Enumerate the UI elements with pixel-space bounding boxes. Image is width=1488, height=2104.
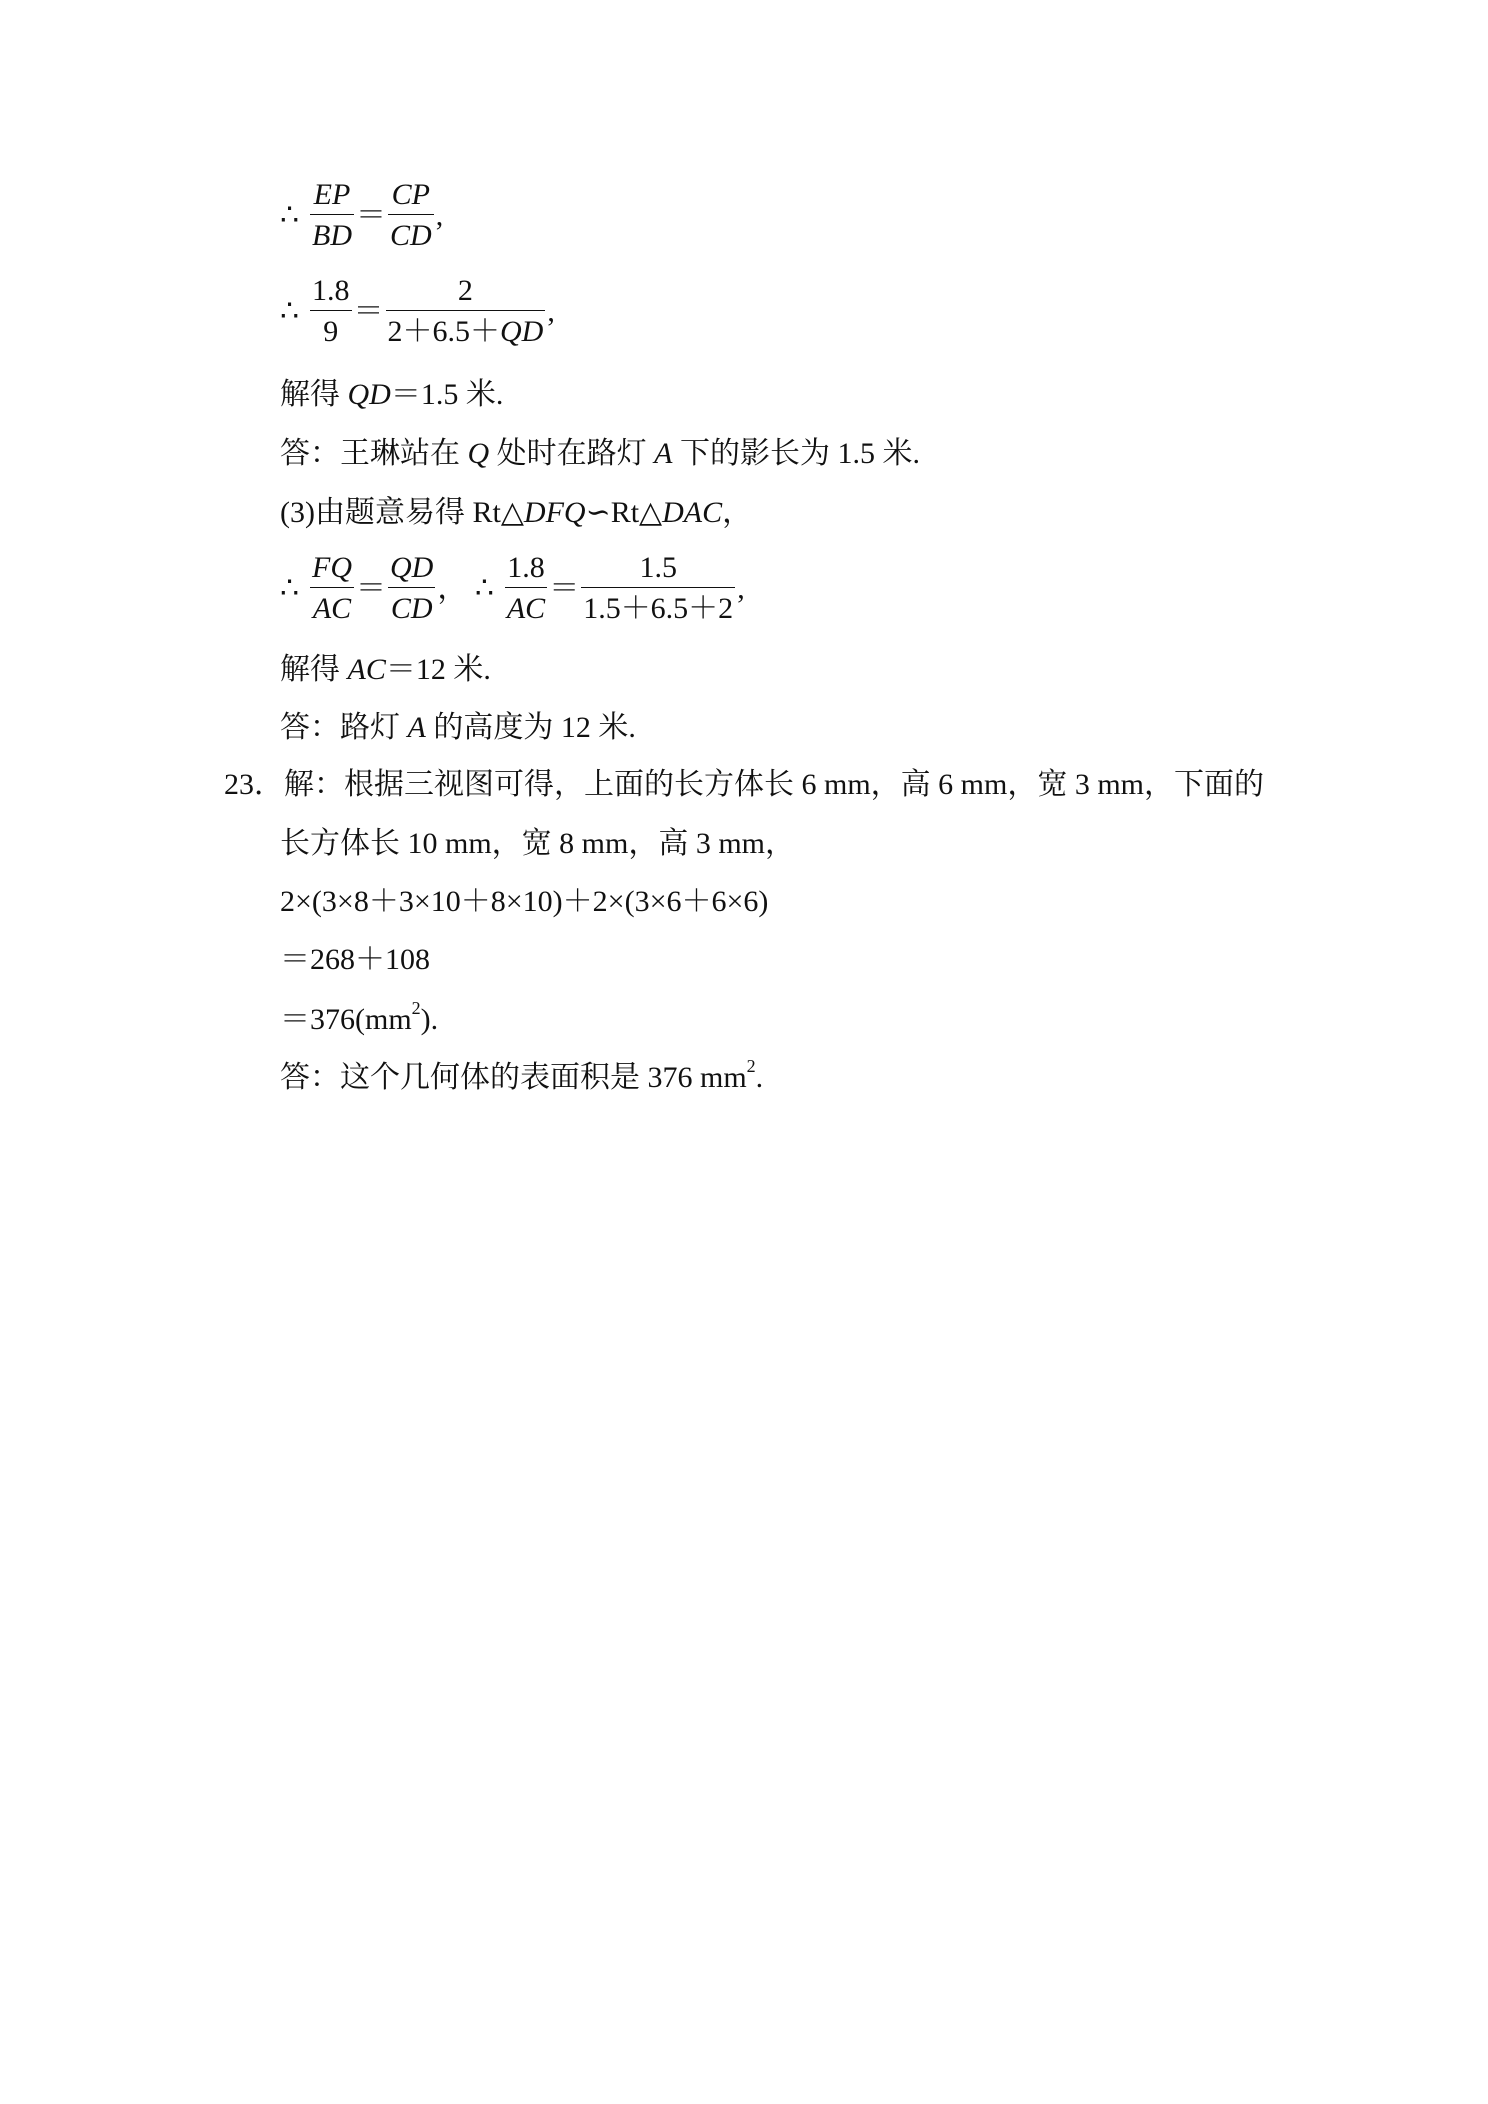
question-23-answer: 答：这个几何体的表面积是 376 $mm^2$. <box>280 1056 764 1094</box>
fraction: $\frac{CP}{CD}$ <box>390 178 432 252</box>
fraction: $\frac{FQ}{AC}$ <box>312 551 352 625</box>
fraction: $\frac{1.8}{9}$ <box>312 274 350 348</box>
therefore-symbol: ∴ <box>280 571 300 605</box>
solution-ac: 解得 AC＝12 米. <box>280 653 491 686</box>
question-23-line-5: $=376(mm^2)$. <box>280 998 439 1036</box>
equation-ratio-ep-bd: ∴ $\frac{EP}{BD}$ ＝ $\frac{CP}{CD}$ , <box>280 178 444 252</box>
fraction: $\frac{EP}{BD}$ <box>312 178 352 252</box>
answer-lamp-height: 答：路灯 A 的高度为 12 米. <box>280 711 636 744</box>
therefore-symbol: ∴ <box>474 571 494 605</box>
solution-qd: 解得 QD＝1.5 米. <box>280 378 504 411</box>
question-23-line-4: ＝268＋108 <box>280 943 430 976</box>
answer-shadow-length: 答：王琳站在 Q 处时在路灯 A 下的影长为 1.5 米. <box>280 437 920 470</box>
question-23-line-2: 长方体长 10 mm，宽 8 mm，高 3 mm， <box>280 827 796 860</box>
fraction: $\frac{1.5}{1.5+6.5+2}$ <box>583 551 734 625</box>
fraction: $\frac{2}{2+6.5+QD}$ <box>387 274 544 348</box>
therefore-symbol: ∴ <box>280 198 300 232</box>
therefore-symbol: ∴ <box>280 294 300 328</box>
fraction: $\frac{QD}{CD}$ <box>390 551 434 625</box>
similar-triangles-statement: (3)由题意易得 Rt△DFQ∽Rt△DAC， <box>280 496 753 529</box>
fraction: $\frac{1.8}{AC}$ <box>506 551 546 625</box>
equation-ratio-numeric: ∴ $\frac{1.8}{9}$ ＝ $\frac{2}{2+6.5+QD}$ , <box>280 274 555 348</box>
equation-ratio-fq-ac: ∴ $\frac{FQ}{AC}$ ＝ $\frac{QD}{CD}$ ， ∴ $\frac{1.8}{AC}$ ＝ $\frac{1.5}{1.5+6.5+2}$ , <box>280 551 745 625</box>
question-23-line-1: 23．解：根据三视图可得，上面的长方体长 6 mm，高 6 mm，宽 3 mm，下面的 <box>224 768 1265 801</box>
question-number: 23． <box>224 768 284 801</box>
question-23-line-3: 2×(3×8＋3×10＋8×10)＋2×(3×6＋6×6) <box>280 885 769 918</box>
